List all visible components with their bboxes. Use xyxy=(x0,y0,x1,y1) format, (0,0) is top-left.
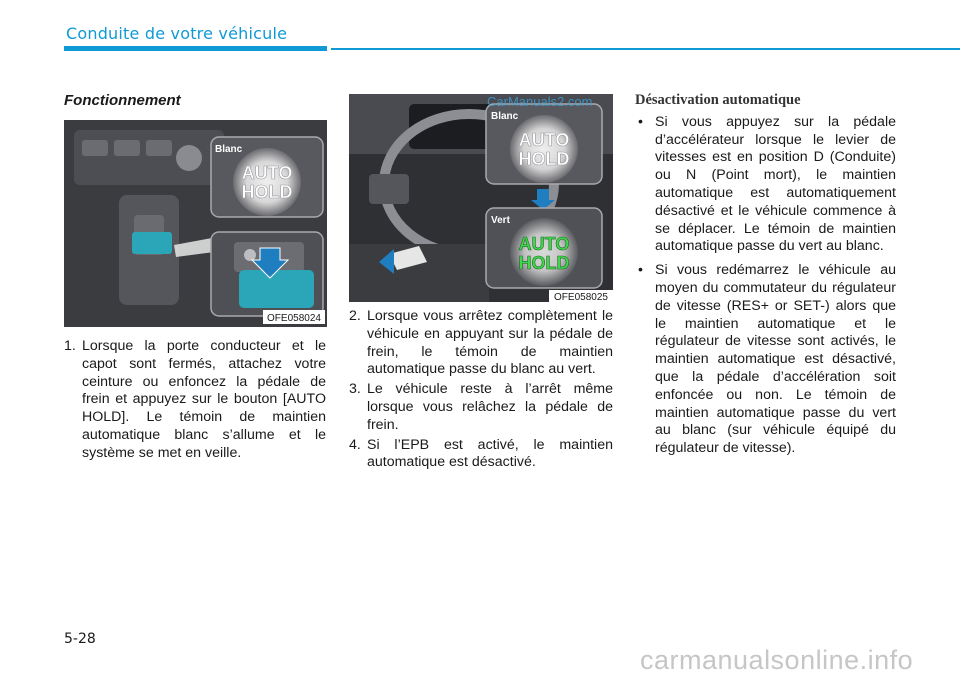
photo-dashboard-brake xyxy=(349,94,613,302)
step-item: 2. Lorsque vous arrêtez complètement le véhicule en appuyant sur la pédale de frein, le témoin de maintien automatique passe du blanc au vert. xyxy=(349,308,613,378)
page-header-title: Conduite de votre véhicule xyxy=(66,24,288,43)
page-number: 5-28 xyxy=(64,631,96,647)
indicator-text-hold: HOLD xyxy=(241,182,293,202)
step-item: 1. Lorsque la porte conducteur et le capot sont fermés, attachez votre ceinture ou enfoncez la pédale de frein et appuyez sur le bouton [AUTO HOLD]. Le témoin de maintien automatique blanc s’allume et le système se met en veille. xyxy=(64,338,326,461)
bullet-item: • Si vous appuyez sur la pédale d’accélérateur lorsque le levier de vitesses est en position D (Conduite) ou N (Point mort), le maintien automatique est automatiquement désactivé et le véhicule commence à se déplacer. Le témoin de maintien automatique passe du vert au blanc. xyxy=(638,113,896,255)
middle-column xyxy=(349,308,613,474)
image-code-left: OFE058024 xyxy=(267,313,321,324)
step-item: 3. Le véhicule reste à l’arrêt même lorsque vous relâchez la pédale de frein. xyxy=(349,381,613,433)
indicator-text-auto: AUTO xyxy=(241,163,293,183)
watermark-carmanualsonline: carmanualsonline.info xyxy=(640,645,914,675)
image-code-middle: OFE058025 xyxy=(554,292,608,302)
indicator-green-auto: AUTO xyxy=(518,234,570,254)
left-steps-list xyxy=(64,338,326,463)
indicator-green-hold: HOLD xyxy=(518,253,570,273)
section-title-fonctionnement: Fonctionnement xyxy=(64,92,181,109)
header-rule-thin xyxy=(331,48,960,50)
watermark-carmanuals: CarManuals2.com xyxy=(487,94,593,109)
header-rule-thick xyxy=(64,46,327,51)
photo-auto-hold-button xyxy=(64,120,327,327)
middle-steps-list xyxy=(349,308,613,472)
badge-label-vert: Vert xyxy=(491,215,510,226)
step-item: 4. Si l’EPB est activé, le maintien automatique est désactivé. xyxy=(349,436,613,471)
bullet-item: • Si vous redémarrez le véhicule au moyen du commutateur du régulateur de vitesse (RES+ or SET-) alors que le maintien automatique et le régulateur de vitesse sont activés, le maintien automatique est désactivé, que la pédale d’accélération soit enfoncée ou non. Le témoin de maintien automatique passe du vert au blanc (sur véhicule équipé du régulateur de vitesse). xyxy=(638,262,896,457)
left-column xyxy=(64,92,326,120)
left-steps-container xyxy=(64,338,326,465)
indicator-white-auto: AUTO xyxy=(518,130,570,150)
indicator-white-hold: HOLD xyxy=(518,149,570,169)
right-column xyxy=(621,92,896,464)
badge-label-blanc: Blanc xyxy=(215,144,243,155)
section-title-desactivation: Désactivation automatique xyxy=(635,92,801,108)
badge-label-blanc-2: Blanc xyxy=(491,111,519,122)
right-bullets-list xyxy=(621,114,896,458)
